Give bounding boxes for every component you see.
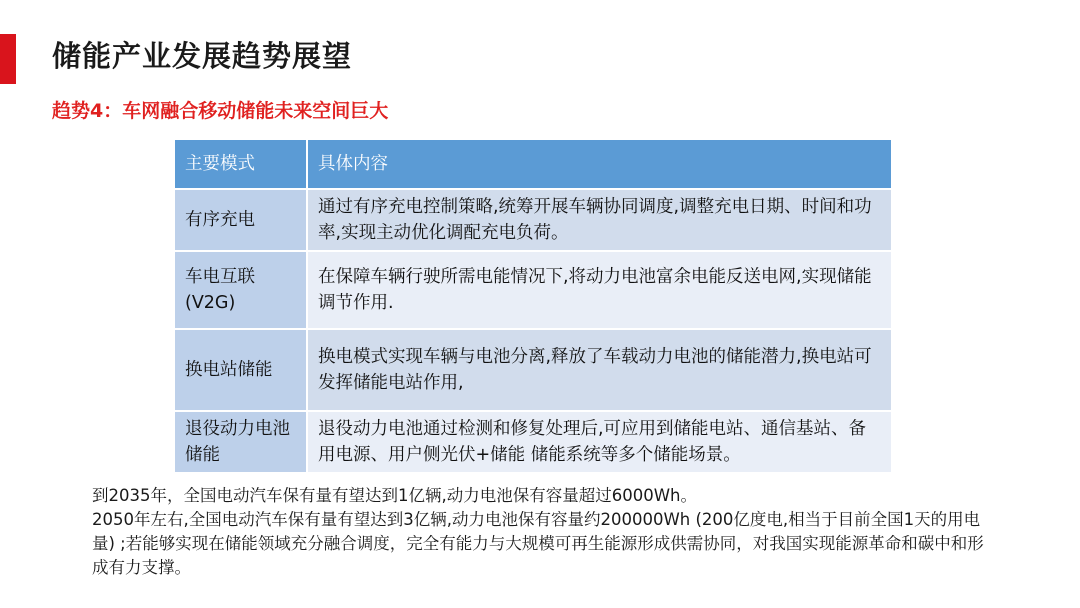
mode-cell: 退役动力电池 储能 <box>174 411 307 473</box>
mode-cell: 换电站储能 <box>174 329 307 411</box>
content-cell: 通过有序充电控制策略,统筹开展车辆协同调度,调整充电日期、时间和功率,实现主动优化调配充电负荷。 <box>307 189 892 251</box>
modes-table <box>173 138 893 474</box>
table-row <box>174 411 892 473</box>
slide-title: 储能产业发展趋势展望 <box>52 39 353 73</box>
header-content: 具体内容 <box>307 139 892 189</box>
slide-subtitle: 趋势4：车网融合移动储能未来空间巨大 <box>52 100 389 122</box>
content-cell: 退役动力电池通过检测和修复处理后,可应用到储能电站、通信基站、备用电源、用户侧光伏+储能 储能系统等多个储能场景。 <box>307 411 892 473</box>
table-row <box>174 251 892 329</box>
header-mode: 主要模式 <box>174 139 307 189</box>
summary-line-2050: 2050年左右,全国电动汽车保有量有望达到3亿辆,动力电池保有容量约200000Wh (200亿度电,相当于目前全国1天的用电量) ;若能够实现在储能领域充分融合调度，完全有能力与大规模可再生能源形成供需协同，对我国实现能源革命和碳中和形成有力支撑。 <box>92 510 984 577</box>
summary-line-2035: 到2035年，全国电动汽车保有量有望达到1亿辆,动力电池保有容量超过6000Wh。 <box>92 486 697 505</box>
summary-text <box>92 484 992 580</box>
mode-cell: 车电互联(V2G) <box>174 251 307 329</box>
table-header-row <box>174 139 892 189</box>
content-cell: 在保障车辆行驶所需电能情况下,将动力电池富余电能反送电网,实现储能调节作用. <box>307 251 892 329</box>
table-row <box>174 189 892 251</box>
table-row <box>174 329 892 411</box>
mode-cell: 有序充电 <box>174 189 307 251</box>
title-accent-bar <box>0 34 16 84</box>
content-cell: 换电模式实现车辆与电池分离,释放了车载动力电池的储能潜力,换电站可发挥储能电站作用, <box>307 329 892 411</box>
